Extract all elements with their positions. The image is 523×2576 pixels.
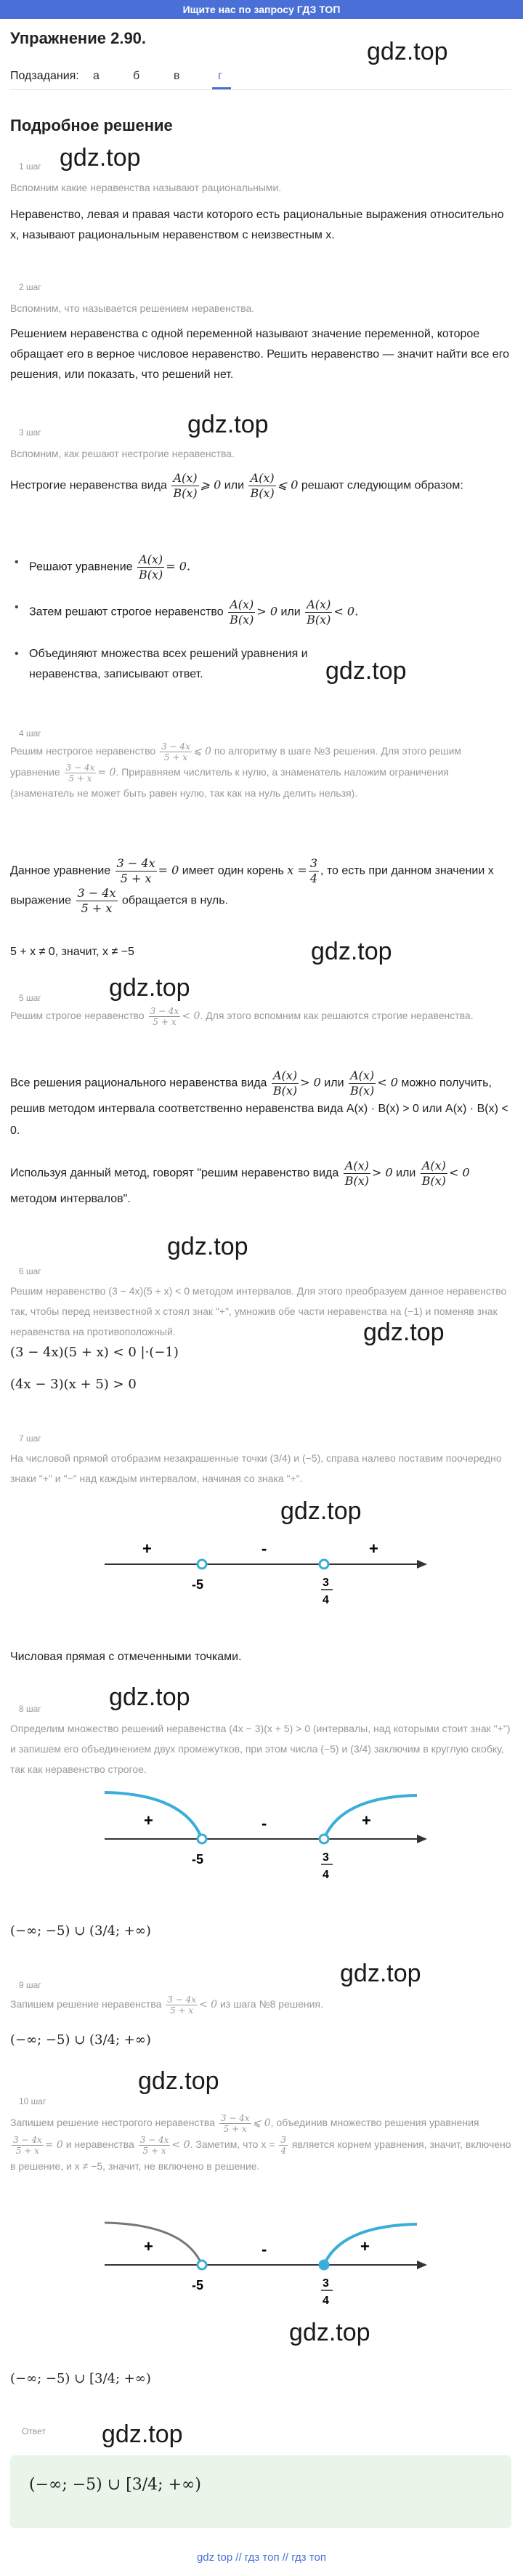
- watermark: gdz.top: [367, 38, 448, 65]
- step-condition: 5 + x ≠ 0, значит, x ≠ −5: [10, 946, 134, 958]
- step-note: Запишем решение нестрогого неравенства $\frac{3 - 4x}{5 + x}$ ⩽ 0, объединив множество решения уравнения $\frac{3 - 4x}{5 + x}$ = 0 и неравенства $\frac{3 - 4x}{5 + x}$ < 0. Заметим, что x = $\frac{3}{4}$ является корнем уравнения, значит, включено в решение, и x ≠ −5, значит, не включено в решение.: [10, 2112, 511, 2172]
- step-note: Вспомним, что называется решением неравенства.: [10, 302, 255, 314]
- step-label: 3 шаг: [19, 427, 41, 438]
- point-label-den: 4: [323, 2295, 329, 2307]
- step-label: 7 шаг: [19, 1433, 41, 1444]
- solution-curve-left: [105, 2223, 202, 2265]
- step-note: Вспомним какие неравенства называют рациональными.: [10, 182, 282, 193]
- point-label-den: 4: [323, 1869, 329, 1881]
- number-line-1: [10, 1524, 511, 1625]
- open-point-left: [198, 1560, 206, 1569]
- watermark: gdz.top: [311, 938, 392, 965]
- answer-label: Ответ: [22, 2426, 46, 2436]
- watermark: gdz.top: [109, 974, 190, 1002]
- step-label: 5 шаг: [19, 993, 41, 1003]
- step-label: 2 шаг: [19, 282, 41, 292]
- step-text: Неравенство, левая и правая части которого есть рациональные выражения относительно x, называют рациональным неравенством с неизвестным x.: [10, 209, 504, 241]
- banner-text[interactable]: Ищите нас по запросу ГДЗ ТОП: [182, 4, 341, 15]
- answer-text: (−∞; −5) ∪ [3/4; +∞): [29, 2476, 201, 2494]
- point-label-num: 3: [323, 2277, 329, 2290]
- step-label: 1 шаг: [19, 161, 41, 172]
- step-note: Решим неравенство (3 − 4x)(5 + x) < 0 методом интервалов. Для этого преобразуем данное неравенство так, чтобы перед неизвестной x стоял знак "+", умножив обе части неравенства на (−1) и поменяв знак неравенства на противоположный.: [10, 1285, 507, 1337]
- axis-arrow: [417, 1560, 427, 1569]
- tab-v[interactable]: в: [174, 70, 180, 82]
- footer-links[interactable]: gdz top // гдз топ // гдз топ: [196, 2551, 327, 2564]
- step-note: Вспомним, как решают нестрогие неравенства.: [10, 448, 235, 459]
- step-text: Используя данный метод, говорят "решим неравенство вида $\frac{A(x)}{B(x)}$ > 0 или $\frac{A(x)}{B(x)}$ < 0 методом интервалов".: [10, 1159, 470, 1205]
- step-text: Все решения рационального неравенства вида $\frac{A(x)}{B(x)}$ > 0 или $\frac{A(x)}{B(x)}$ < 0 можно получить, решив методом интервала соответственно неравенства вида A(x) · B(x) > 0 или A(x) · B(x) < 0.: [10, 1068, 508, 1137]
- answer-box: [10, 2455, 511, 2528]
- list-item: • Объединяют множества всех решений уравнения и неравенства, записывают ответ.: [29, 644, 349, 685]
- plus-sign: +: [360, 2237, 370, 2255]
- step-text: Данное уравнение $\frac{3 - 4x}{5 + x}$ = 0 имеет один корень x = $\frac{3}{4}$ , то есть при данном значении x выражение $\frac{3 - 4x}{5 + x}$ обращается в нуль.: [10, 856, 494, 915]
- step-note: Запишем решение неравенства $\frac{3 - 4x}{5 + x}$ < 0 из шага №8 решения.: [10, 1995, 323, 2016]
- watermark: gdz.top: [363, 1319, 445, 1346]
- point-label-num: 3: [323, 1851, 329, 1864]
- plus-sign: +: [144, 1811, 153, 1830]
- watermark: gdz.top: [138, 2067, 219, 2095]
- open-point-left: [198, 1835, 206, 1843]
- math-line: (3 − 4x)(5 + x) < 0 |·(−1): [10, 1345, 179, 1360]
- open-point-right: [320, 1835, 328, 1843]
- minus-sign: -: [262, 2240, 267, 2258]
- step-text: Решением неравенства с одной переменной называют значение переменной, которое обращает его в верное числовое неравенство. Решить неравенство — значит найти все его решения, или показать, что решений нет.: [10, 328, 510, 381]
- watermark: gdz.top: [109, 1683, 190, 1711]
- plus-sign: +: [369, 1539, 378, 1558]
- filled-point-right: [320, 2261, 328, 2269]
- number-line-3: [10, 2207, 511, 2316]
- watermark: gdz.top: [289, 2319, 370, 2346]
- step-note: Определим множество решений неравенства (4x − 3)(x + 5) > 0 (интервалы, над которыми стоит знак "+") и запишем его объединением двух промежутков, при этом числа (−5) и (3/4) заключим в круглую скобку, так как неравенство строгое.: [10, 1723, 511, 1775]
- solution-heading: Подробное решение: [10, 116, 173, 134]
- minus-sign: -: [262, 1539, 267, 1558]
- step-label: 4 шаг: [19, 728, 41, 738]
- watermark: gdz.top: [280, 1497, 362, 1525]
- plus-sign: +: [142, 1539, 152, 1558]
- watermark: gdz.top: [325, 657, 407, 685]
- point-label-num: 3: [323, 1577, 329, 1589]
- watermark: gdz.top: [167, 1233, 248, 1260]
- plus-sign: +: [144, 2237, 153, 2255]
- number-line-2: [10, 1781, 511, 1890]
- plus-sign: +: [362, 1811, 371, 1830]
- axis-arrow: [417, 2261, 427, 2269]
- open-point-right: [320, 1560, 328, 1569]
- result-interval: (−∞; −5) ∪ (3/4; +∞): [10, 1923, 151, 1939]
- minus-sign: -: [262, 1814, 267, 1832]
- tab-g[interactable]: г: [218, 70, 222, 82]
- step-note: Решим строгое неравенство $\frac{3 - 4x}{5 + x}$ < 0. Для этого вспомним как решаются строгие неравенства.: [10, 1006, 474, 1027]
- step-label: 9 шаг: [19, 1980, 41, 1990]
- caption: Числовая прямая с отмеченными точками.: [10, 1651, 242, 1663]
- page-title: Упражнение 2.90.: [10, 29, 147, 47]
- step-text: Нестрогие неравенства вида $\frac{A(x)}{B(x)}$ ⩾ 0 или $\frac{A(x)}{B(x)}$ ⩽ 0 решают следующим образом:: [10, 471, 463, 500]
- top-banner[interactable]: [0, 0, 523, 19]
- point-label-left: -5: [192, 2278, 204, 2293]
- subtasks-label: Подзадания:: [10, 70, 79, 82]
- tabs-divider: [10, 89, 511, 90]
- watermark: gdz.top: [60, 144, 141, 172]
- point-label-den: 4: [323, 1594, 329, 1606]
- point-label-left: -5: [192, 1852, 204, 1867]
- tab-b[interactable]: б: [133, 70, 140, 82]
- point-label-left: -5: [192, 1577, 204, 1592]
- math-line: (4x − 3)(x + 5) > 0: [10, 1377, 137, 1392]
- step-note: Решим нестрогое неравенство $\frac{3 - 4x}{5 + x}$ ⩽ 0 по алгоритму в шаге №3 решения. Для этого решим уравнение $\frac{3 - 4x}{5 + x}$ = 0. Приравняем числитель к нулю, а знаменатель наложим ограничения (знаменатель не может быть равен нулю, так как на нуль делить нельзя).: [10, 741, 462, 799]
- axis-arrow: [417, 1835, 427, 1843]
- result-interval: (−∞; −5) ∪ [3/4; +∞): [10, 2371, 151, 2386]
- solution-curve-left: [105, 1792, 202, 1839]
- step-note: На числовой прямой отобразим незакрашенные точки (3/4) и (−5), справа налево поставим поочередно знаки "+" и "−" над каждым интервалом, начиная со знака "+".: [10, 1452, 502, 1484]
- solution-curve-right: [324, 2224, 417, 2265]
- watermark: gdz.top: [187, 411, 269, 438]
- result-interval: (−∞; −5) ∪ (3/4; +∞): [10, 2032, 151, 2048]
- open-point-left: [198, 2261, 206, 2269]
- watermark: gdz.top: [340, 1960, 421, 1987]
- step-label: 10 шаг: [19, 2096, 46, 2106]
- watermark: gdz.top: [102, 2420, 183, 2448]
- tab-a[interactable]: а: [93, 70, 100, 82]
- step-label: 6 шаг: [19, 1266, 41, 1276]
- step-label: 8 шаг: [19, 1704, 41, 1714]
- list-item: • Затем решают строгое неравенство $\frac{A(x)}{B(x)}$ > 0 или $\frac{A(x)}{B(x)}$ < 0.: [29, 597, 508, 627]
- list-item: • Решают уравнение $\frac{A(x)}{B(x)}$ = 0.: [29, 552, 508, 582]
